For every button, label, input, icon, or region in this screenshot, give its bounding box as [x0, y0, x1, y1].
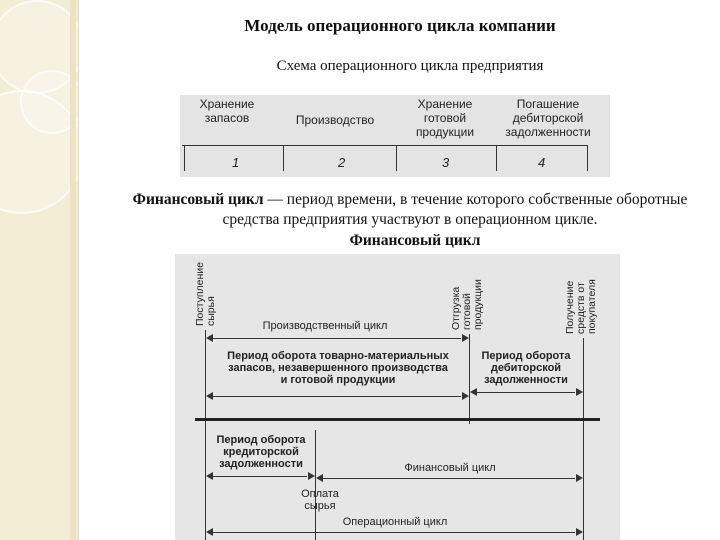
raw-material-arrival-label [195, 262, 217, 326]
financial-cycle-arrow [323, 478, 575, 479]
definition-text: — период времени, в течение которого собственные оборотные средства предприятия участвуют в операционном цикле. [222, 191, 688, 228]
slide-subtitle: Схема операционного цикла предприятия [276, 58, 544, 74]
financial-cycle-caption: Финансовый цикл [349, 232, 481, 249]
timeline-tick [587, 145, 588, 171]
operating-cycle-label: Операционный цикл [342, 516, 448, 528]
stage-receivables-label [498, 97, 598, 139]
vertical-label-line: сырья [205, 296, 217, 326]
decorative-stripe [70, 0, 76, 540]
payables-period-arrow [213, 476, 307, 477]
stage-number: 4 [538, 155, 546, 170]
stage-label-line: продукции [415, 125, 475, 139]
shipment-label [451, 279, 484, 330]
arrow-head-right [576, 474, 583, 482]
stage-label-line: Хранение [417, 97, 473, 111]
vertical-label-line: готовой [461, 293, 473, 330]
timeline-tick [496, 145, 497, 171]
payables-period-label [205, 434, 317, 470]
stage-label-line: запасов [204, 111, 250, 125]
arrow-head-right [462, 334, 469, 342]
raw-material-payment-label [285, 488, 355, 512]
operating-cycle-scheme [180, 95, 610, 177]
label-line: задолженности [219, 458, 303, 470]
stage-label-line: задолженности [505, 125, 591, 139]
receivables-period-label [473, 350, 579, 386]
timeline-tick [396, 145, 397, 171]
financial-cycle-label: Финансовый цикл [404, 462, 496, 474]
arrow-head-right [576, 528, 583, 536]
vertical-label-line: продукции [472, 279, 484, 330]
production-cycle-arrow [213, 338, 461, 339]
inventory-period-label [211, 350, 465, 386]
arrow-head-left [470, 388, 477, 396]
arrow-head-right [462, 392, 469, 400]
arrow-head-left [206, 528, 213, 536]
stage-label-line: Производство [295, 113, 375, 127]
financial-cycle-definition [110, 190, 710, 230]
decorative-side-panel [0, 0, 79, 540]
receivables-period-arrow [477, 392, 575, 393]
arrow-head-left [206, 392, 213, 400]
arrow-head-left [206, 334, 213, 342]
decorative-circle [0, 90, 79, 214]
separator-line [195, 418, 600, 421]
arrow-head-left [206, 472, 213, 480]
production-cycle-label: Производственный цикл [262, 320, 388, 332]
vertical-label-line: Поступление [194, 262, 206, 326]
timeline-tick [184, 145, 185, 171]
financial-cycle-diagram [175, 254, 620, 540]
stage-finished-goods-label [405, 97, 485, 139]
label-line: запасов, незавершенного производства [228, 362, 448, 374]
label-line: Период оборота товарно-материальных [227, 350, 449, 362]
operating-cycle-arrow [213, 532, 575, 533]
customer-payment-label [565, 279, 598, 334]
stage-label-line: готовой [423, 111, 467, 125]
arrow-head-right [576, 388, 583, 396]
label-line: Период оборота [481, 350, 571, 362]
shipment-line [469, 334, 470, 424]
vertical-label-line: Получение [564, 280, 576, 334]
vertical-label-line: покупателя [586, 279, 598, 334]
stage-number: 1 [232, 155, 240, 170]
slide-title: Модель операционного цикла компании [244, 16, 556, 35]
label-line: задолженности [484, 374, 568, 386]
label-line: и готовой продукции [280, 374, 396, 386]
label-line: дебиторской [490, 362, 562, 374]
customer-payment-line [583, 338, 584, 540]
vertical-label-line: средств от [575, 282, 587, 334]
arrow-head-left [316, 474, 323, 482]
stage-production-label [280, 113, 390, 127]
label-line: кредиторской [223, 446, 299, 458]
stage-label-line: Хранение [199, 97, 255, 111]
definition-term: Финансовый цикл [132, 191, 264, 208]
timeline-tick [283, 145, 284, 171]
vertical-label-line: Отгрузка [450, 286, 462, 330]
label-line: сырья [304, 500, 336, 512]
inventory-period-arrow [213, 396, 461, 397]
stage-number: 3 [442, 155, 450, 170]
stage-label-line: Погашение [516, 97, 580, 111]
label-line: Период оборота [216, 434, 306, 446]
stage-number: 2 [338, 155, 346, 170]
label-line: Оплата [301, 488, 339, 500]
stage-storage-label [192, 97, 262, 125]
timeline-line [182, 145, 588, 146]
stage-label-line: дебиторской [512, 111, 584, 125]
arrow-head-right [308, 472, 315, 480]
